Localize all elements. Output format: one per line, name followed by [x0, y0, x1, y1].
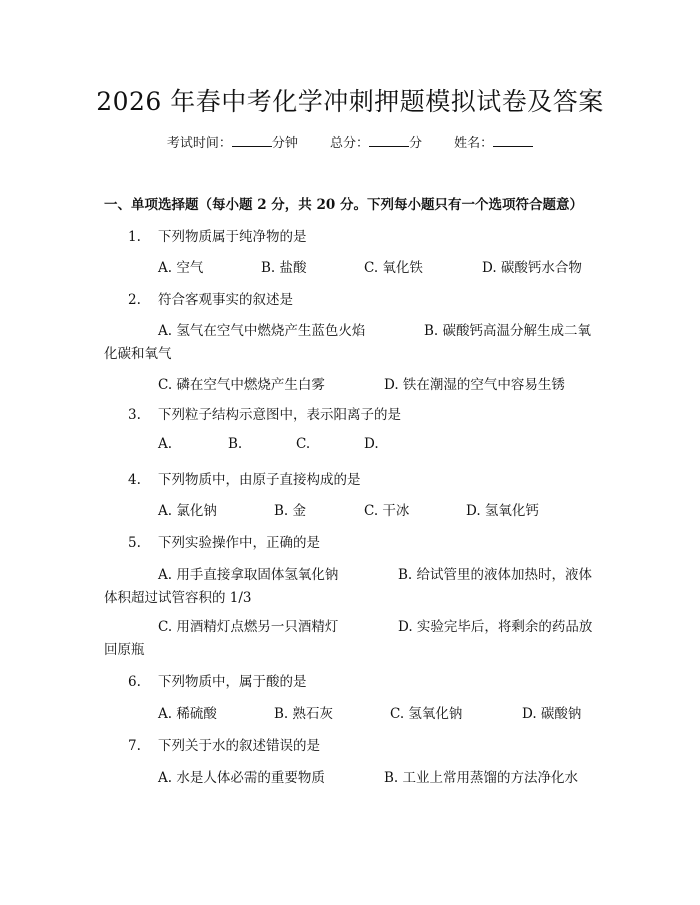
option-d: D. 碳酸钙水合物: [482, 260, 582, 276]
option-d: D. 铁在潮湿的空气中容易生锈: [384, 377, 565, 393]
option-d: D. 氢氧化钙: [466, 503, 539, 519]
score-field: [330, 136, 426, 151]
option-b: B. 给试管里的液体加热时，液体: [398, 567, 593, 583]
option-b: B. 金: [274, 503, 307, 519]
option-b: B. 工业上常用蒸馏的方法净化水: [384, 770, 579, 786]
question-6: [128, 670, 307, 690]
time-label: 考试时间：: [166, 136, 232, 151]
name-label: 姓名：: [454, 136, 494, 151]
question-stem: 下列物质属于纯净物的是: [158, 229, 307, 245]
question-5: [128, 531, 320, 551]
option-d-continued: 回原瓶: [104, 642, 145, 658]
option-b: B.: [228, 436, 243, 452]
option-a: A. 氢气在空气中燃烧产生蓝色火焰: [158, 323, 366, 339]
exam-title: 2026 年春中考化学冲刺押题模拟试卷及答案: [96, 87, 604, 116]
option-b: B. 熟石灰: [274, 706, 334, 722]
option-c: C.: [296, 436, 311, 452]
question-number: 6.: [128, 674, 141, 690]
time-field: [167, 136, 302, 151]
section-heading: 一、单项选择题（每小题 2 分，共 20 分。下列每小题只有一个选项符合题意）: [104, 197, 583, 213]
option-a: A. 水是人体必需的重要物质: [158, 770, 325, 786]
time-unit: 分钟: [271, 136, 298, 151]
option-a: A. 空气: [158, 260, 204, 276]
option-c: C. 氢氧化钠: [390, 706, 463, 722]
question-4: [128, 468, 361, 488]
name-field: [454, 136, 533, 151]
question-stem: 下列粒子结构示意图中，表示阳离子的是: [158, 407, 401, 423]
option-c: C. 磷在空气中燃烧产生白雾: [158, 377, 325, 393]
option-a: A. 氯化钠: [158, 503, 217, 519]
exam-meta: [0, 132, 700, 151]
option-c: C. 氧化铁: [364, 260, 423, 276]
score-blank: [369, 134, 409, 147]
question-stem: 下列关于水的叙述错误的是: [158, 738, 320, 754]
name-blank: [493, 134, 533, 147]
question-stem: 下列物质中，属于酸的是: [158, 674, 307, 690]
score-label: 总分：: [329, 136, 369, 151]
question-7: [128, 734, 320, 754]
question-1: [128, 225, 307, 245]
option-b-continued: 化碳和氧气: [104, 346, 172, 362]
option-b: B. 盐酸: [261, 260, 307, 276]
question-stem: 下列实验操作中，正确的是: [158, 535, 320, 551]
question-3: [128, 403, 401, 423]
question-number: 5.: [128, 535, 141, 551]
option-a: A.: [158, 436, 173, 452]
question-number: 3.: [128, 407, 141, 423]
score-unit: 分: [409, 136, 423, 151]
question-number: 4.: [128, 472, 141, 488]
question-stem: 符合客观事实的叙述是: [158, 292, 293, 308]
question-2: [128, 288, 293, 308]
option-b: B. 碳酸钙高温分解生成二氧: [424, 323, 592, 339]
question-number: 7.: [128, 738, 141, 754]
option-c: C. 用酒精灯点燃另一只酒精灯: [158, 619, 339, 635]
option-a: A. 稀硫酸: [158, 706, 217, 722]
option-d: D. 实验完毕后，将剩余的药品放: [398, 619, 593, 635]
option-b-continued: 体积超过试管容积的 1/3: [104, 590, 252, 606]
option-a: A. 用手直接拿取固体氢氧化钠: [158, 567, 339, 583]
question-number: 2.: [128, 292, 141, 308]
question-stem: 下列物质中，由原子直接构成的是: [158, 472, 361, 488]
option-d: D. 碳酸钠: [522, 706, 582, 722]
option-c: C. 干冰: [364, 503, 410, 519]
question-number: 1.: [128, 229, 141, 245]
time-blank: [232, 134, 272, 147]
option-d: D.: [364, 436, 379, 452]
